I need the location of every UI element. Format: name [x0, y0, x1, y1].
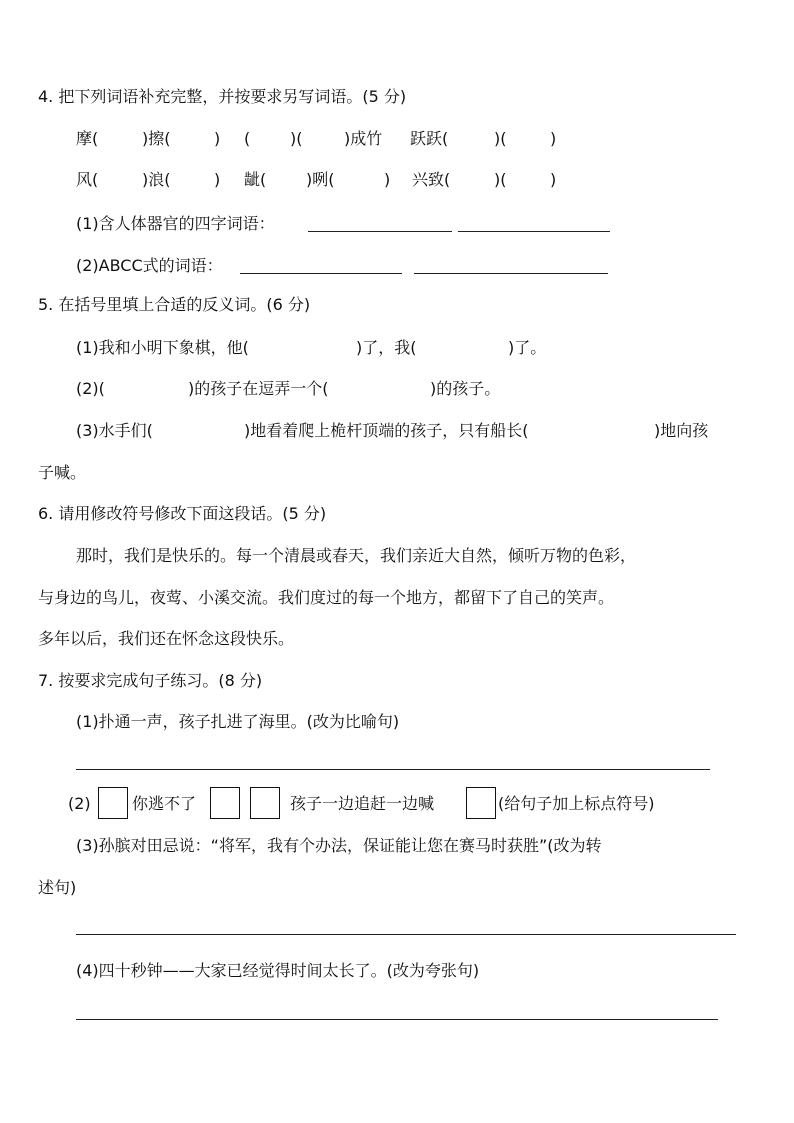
- q4-word-15: ): [384, 170, 391, 189]
- q7-s4: (4)四十秒钟——大家已经觉得时间太长了。(改为夸张句): [76, 961, 480, 980]
- q6-title: 6. 请用修改符号修改下面这段话。(5 分): [38, 504, 327, 523]
- q4-word-9: ): [550, 129, 557, 148]
- q4-word-5: )(: [290, 129, 303, 148]
- q7-s3-line-2: 述句): [38, 878, 77, 897]
- q4-word-6: )成竹: [344, 129, 383, 148]
- q5-s3-part1: (3)水手们(: [76, 421, 153, 440]
- q5-s2-part1: (2)(: [76, 379, 105, 398]
- q5-title: 5. 在括号里填上合适的反义词。(6 分): [38, 295, 311, 314]
- q5-s2-part2: )的孩子在逗弄一个(: [188, 379, 329, 398]
- q6-paragraph-line-2: 与身边的鸟儿，夜莺、小溪交流。我们度过的每一个地方，都留下了自己的笑声。: [38, 588, 615, 607]
- q5-s3-part2: )地看着爬上桅杆顶端的孩子，只有船长(: [244, 421, 529, 440]
- q4-word-1: 摩(: [76, 129, 99, 148]
- q5-s3-part3: )地向孩: [654, 421, 709, 440]
- q7-s3-line-1: (3)孙膑对田忌说：“将军，我有个办法，保证能让您在赛马时获胜”(改为转: [76, 836, 602, 855]
- q4-word-4: (: [244, 129, 251, 148]
- q4-word-2: )擦(: [142, 129, 171, 148]
- q6-paragraph-line-3: 多年以后，我们还在怀念这段快乐。: [38, 629, 295, 648]
- q7-s2-punct-box-3[interactable]: [250, 787, 280, 819]
- q4-word-12: ): [214, 170, 221, 189]
- q5-s3-part4: 子喊。: [38, 463, 87, 482]
- q7-s2-instruction: (给句子加上标点符号): [498, 794, 655, 813]
- q4-sub1-answer-line-2[interactable]: [458, 231, 610, 232]
- q4-word-16: 兴致(: [412, 170, 451, 189]
- q4-word-10: 风(: [76, 170, 99, 189]
- q4-word-3: ): [214, 129, 221, 148]
- q5-s2-part3: )的孩子。: [430, 379, 501, 398]
- q7-s2-text-b: 孩子一边追赶一边喊: [290, 794, 435, 813]
- q4-sub1-label: (1)含人体器官的四字词语：: [76, 214, 275, 233]
- q4-word-17: )(: [494, 170, 507, 189]
- q7-s2-punct-box-2[interactable]: [210, 787, 240, 819]
- q7-s4-answer-line[interactable]: [76, 1019, 718, 1020]
- q7-s2-text-a: 你逃不了: [132, 794, 197, 813]
- q4-sub2-label: (2)ABCC式的词语：: [76, 256, 223, 275]
- q7-s2-punct-box-1[interactable]: [98, 787, 128, 819]
- q4-word-8: )(: [494, 129, 507, 148]
- q7-s2-punct-box-4[interactable]: [466, 787, 496, 819]
- q4-word-14: )咧(: [306, 170, 335, 189]
- q7-s1-answer-line[interactable]: [76, 769, 710, 770]
- q4-sub2-answer-line-2[interactable]: [414, 273, 608, 274]
- q4-title: 4. 把下列词语补充完整，并按要求另写词语。(5 分): [38, 87, 407, 106]
- q4-word-11: )浪(: [142, 170, 171, 189]
- q7-s2-number: (2): [68, 794, 91, 813]
- q5-s1-part1: (1)我和小明下象棋，他(: [76, 338, 249, 357]
- q4-word-7: 跃跃(: [410, 129, 449, 148]
- q4-sub2-answer-line-1[interactable]: [240, 273, 402, 274]
- q6-paragraph-line-1: 那时，我们是快乐的。每一个清晨或春天，我们亲近大自然，倾听万物的色彩，: [76, 546, 637, 565]
- q4-sub1-answer-line-1[interactable]: [308, 231, 452, 232]
- q7-s3-answer-line[interactable]: [76, 934, 736, 935]
- q7-title: 7. 按要求完成句子练习。(8 分): [38, 671, 263, 690]
- q5-s1-part3: )了。: [508, 338, 547, 357]
- q7-s1: (1)扑通一声，孩子扎进了海里。(改为比喻句): [76, 712, 400, 731]
- q5-s1-part2: )了，我(: [356, 338, 417, 357]
- q4-word-18: ): [550, 170, 557, 189]
- q4-word-13: 龇(: [244, 170, 267, 189]
